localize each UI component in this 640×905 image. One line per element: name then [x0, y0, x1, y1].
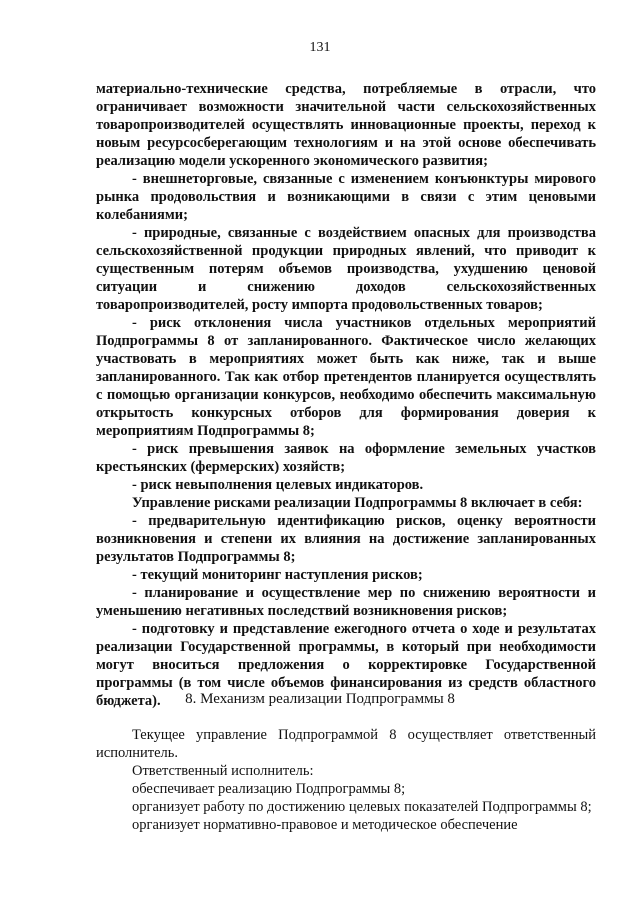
list-item: - подготовку и представление ежегодного отчета о ходе и результатах реализации Государственной программы, в который при необходимости могут вноситься предложения о корректировке Государственной программы (в том числе объемов финансирования из средств областного бюджета). — [96, 621, 596, 709]
paragraph: Текущее управление Подпрограммой 8 осуществляет ответственный исполнитель. — [96, 727, 596, 761]
list-item: - текущий мониторинг наступления рисков; — [132, 567, 423, 583]
section-heading: 8. Механизм реализации Подпрограммы 8 — [185, 691, 455, 707]
page-number: 131 — [309, 40, 331, 55]
risks-text-block — [96, 80, 596, 710]
paragraph: организует нормативно-правовое и методическое обеспечение — [132, 817, 518, 833]
list-item: - планирование и осуществление мер по снижению вероятности и уменьшению негативных последствий возникновения рисков; — [96, 585, 596, 619]
list-item: - риск невыполнения целевых индикаторов. — [132, 477, 424, 493]
list-item: - риск отклонения числа участников отдельных мероприятий Подпрограммы 8 от запланированного. Фактическое число желающих участвовать в мероприятиях может быть как ниже, так и выше запланированного. Так как отбор претендентов планируется осуществлять с помощью организации конкурсов, необходимо обеспечить максимальную открытость конкурсных отборов для формирования доверия к мероприятиям Подпрограммы 8; — [96, 315, 596, 439]
list-item: - риск превышения заявок на оформление земельных участков крестьянских (фермерских) хозяйств; — [96, 441, 596, 475]
list-item: - внешнеторговые, связанные с изменением конъюнктуры мирового рынка продовольствия и возникающими в связи с этим ценовыми колебаниями; — [96, 171, 596, 223]
paragraph: материально-технические средства, потребляемые в отрасли, что ограничивает возможности значительной части сельскохозяйственных товаропроизводителей осуществлять инновационные проекты, переход к новым ресурсосберегающим технологиям и на этой основе обеспечивать реализацию модели ускоренного экономического развития; — [96, 81, 596, 169]
paragraph: Управление рисками реализации Подпрограммы 8 включает в себя: — [132, 495, 583, 511]
paragraph: организует работу по достижению целевых показателей Подпрограммы 8; — [132, 799, 592, 815]
paragraph: Ответственный исполнитель: — [132, 763, 314, 779]
section-text-block — [96, 726, 596, 834]
list-item: - предварительную идентификацию рисков, оценку вероятности возникновения и степени их влияния на достижение запланированных результатов Подпрограммы 8; — [96, 513, 596, 565]
paragraph: обеспечивает реализацию Подпрограммы 8; — [132, 781, 406, 797]
list-item: - природные, связанные с воздействием опасных для производства сельскохозяйственной продукции природных явлений, что приводит к существенным потерям объемов производства, ухудшению ценовой ситуации и снижению доходов сельскохозяйственных товаропроизводителей, росту импорта продовольственных товаров; — [96, 225, 596, 313]
